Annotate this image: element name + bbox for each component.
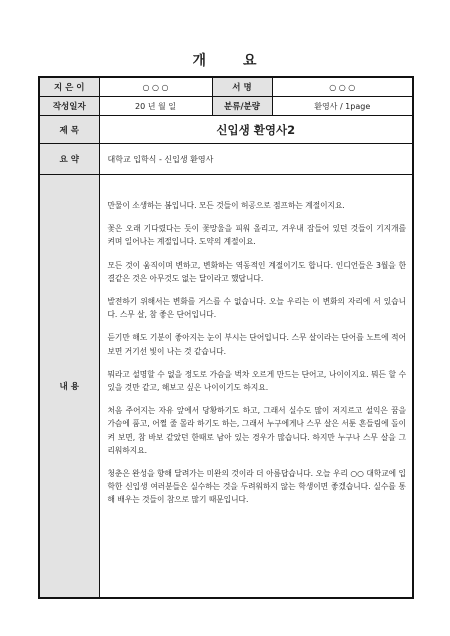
document-title [0, 50, 450, 70]
summary-value: 대학교 입학식 - 신입생 환영사 [99, 144, 413, 175]
author-row [39, 77, 413, 97]
content-paragraph: 꽃은 오래 기다렸다는 듯이 꽃망울을 피워 올리고, 겨우내 잠들어 있던 것들이 기지개를 켜며 일어나는 계절입니다. 도약의 계절이요. [107, 224, 406, 247]
content-label: 내 용 [39, 175, 99, 599]
document-title-part2: 요 [243, 53, 258, 69]
summary-form-table [38, 76, 414, 599]
content-paragraph: 모든 것이 움직이며 변하고, 변화하는 역동적인 계절이기도 합니다. 인디언들은 3월을 한결같은 것은 아무것도 없는 달이라고 했답니다. [107, 260, 406, 283]
content-body [99, 175, 413, 599]
signature-value: ○ ○ ○ [272, 77, 413, 97]
author-value: ○ ○ ○ [99, 77, 212, 97]
subject-row [39, 116, 413, 144]
content-paragraph: 처음 주어지는 자유 앞에서 당황하기도 하고, 그래서 실수도 많이 저지르고 설익은 꿈을 가슴에 품고, 어쩔 줄 몰라 하기도 하는, 그래서 누구에게나 스무 살은 서툰 흔들림에 돌이켜 보면, 참 바보 같았던 한때로 남아 있는 경우가 많습니다. 하지만 누구나 스무 살을 그리워하지요. [107, 406, 406, 455]
category-label: 분류/분량 [212, 97, 272, 116]
content-paragraph: 발전하기 위해서는 변화를 거스를 수 없습니다. 오늘 우리는 이 변화의 자리에 서 있습니다. 스무 살, 참 좋은 단어입니다. [107, 297, 406, 320]
document-title-part1: 개 [192, 53, 207, 69]
date-value: 20 년 월 일 [99, 97, 212, 116]
signature-label: 서 명 [212, 77, 272, 97]
category-value: 환영사 / 1page [272, 97, 413, 116]
subject-label: 제 목 [39, 116, 99, 144]
content-paragraph: 청춘은 완성을 향해 달려가는 미완의 것이라 더 아름답습니다. 오늘 우리 ○○ 대학교에 입학한 신입생 여러분들은 실수하는 것을 두려워하지 않는 학생이면 좋겠습니다. 실수를 통해 배우는 것들이 참으로 많기 때문입니다. [107, 469, 406, 505]
date-row [39, 97, 413, 116]
author-label: 지 은 이 [39, 77, 99, 97]
content-paragraph: 듣기만 해도 기분이 좋아지는 눈이 부시는 단어입니다. 스무 살이라는 단어를 노트에 적어보면 거기선 빛이 나는 것 같습니다. [107, 333, 406, 356]
date-label: 작성일자 [39, 97, 99, 116]
summary-row [39, 144, 413, 175]
summary-label: 요 약 [39, 144, 99, 175]
content-paragraph: 뭐라고 설명할 수 없을 정도로 가슴을 벅차 오르게 만드는 단어고, 나이이지요. 뭐든 할 수 있을 것만 같고, 해보고 싶은 나이이기도 하지요. [107, 369, 406, 393]
subject-value: 신입생 환영사2 [99, 116, 413, 144]
content-row [39, 175, 413, 599]
content-paragraph: 만물이 소생하는 봄입니다. 모든 것들이 허공으로 점프하는 계절이지요. [107, 201, 345, 210]
